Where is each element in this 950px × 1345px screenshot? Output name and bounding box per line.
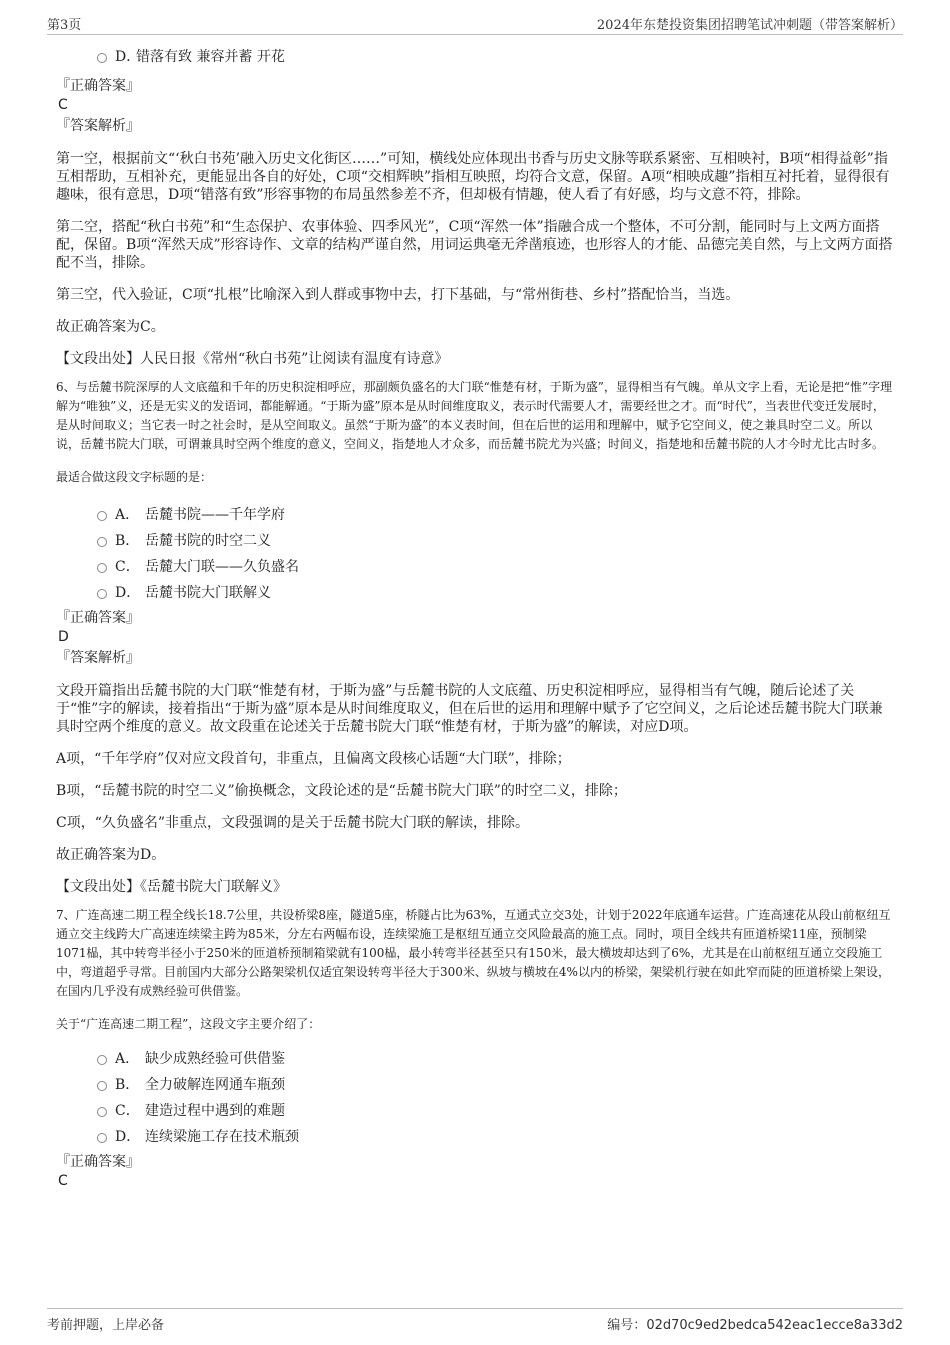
analysis-paragraph: 文段开篇指出岳麓书院的大门联“惟楚有材，于斯为盛”与岳麓书院的人文底蕴、历史积淀相呼应，显得相当有气魄，随后论述了关于“惟”字的解读，接着指出“于斯为盛”原本是从时间维度取义，但在后世的运用和理解中赋予了它空间义，之后论述岳麓书院大门联兼具时空两个维度的意义。故文段重在论述关于岳麓书院大门联“惟楚有材，于斯为盛”的解读，对应D项。: [56, 683, 883, 735]
question-prompt: 关于“广连高速二期工程”，这段文字主要介绍了：: [56, 1017, 321, 1031]
q6-option-b[interactable]: [56, 528, 896, 554]
document-title: 2024年东楚投资集团招聘笔试冲刺题（带答案解析）: [596, 18, 903, 33]
analysis-conclusion: 故正确答案为D。: [56, 847, 166, 863]
answer-tag: 『正确答案』: [56, 78, 140, 94]
radio-button[interactable]: [97, 537, 107, 547]
answer-tag: 『正确答案』: [56, 610, 140, 626]
q7-option-a[interactable]: [56, 1046, 896, 1072]
option-label: B．: [115, 533, 140, 549]
option-text: 岳麓书院——千年学府: [145, 507, 285, 523]
q7-options: [56, 1046, 896, 1150]
analysis-paragraph: C项，“久负盛名”非重点，文段强调的是关于岳麓书院大门联的解读，排除。: [56, 815, 530, 831]
correct-answer: C: [58, 97, 68, 113]
page-number: 第3页: [47, 18, 82, 33]
q6-option-d[interactable]: [56, 580, 896, 606]
option-text: 岳麓书院的时空二义: [145, 533, 271, 549]
footer-slogan: 考前押题，上岸必备: [47, 1318, 165, 1333]
option-label: B．: [115, 1077, 140, 1093]
option-label: C．: [115, 559, 140, 575]
correct-answer: D: [58, 629, 69, 645]
radio-button[interactable]: [97, 1081, 107, 1091]
q6-options: [56, 502, 896, 606]
radio-button[interactable]: [97, 1107, 107, 1117]
q6-option-a[interactable]: [56, 502, 896, 528]
question-stem: 6、与岳麓书院深厚的人文底蕴和千年的历史积淀相呼应，那副颇负盛名的大门联“惟楚有材，于斯为盛”，显得相当有气魄。单从文字上看，无论是把“惟”字理解为“唯独”义，还是无实义的发语词，都能解通。“于斯为盛”原本是从时间维度取义，表示时代需要人才，需要经世之才。而“时代”，当表世代变迁发展时，是从时间取义；当它表一时之社会时，是从空间取义。虽然“于斯为盛”的本义表时间，但在后世的运用和理解中，赋予它空间义，使之兼具时空二义。所以说，岳麓书院大门联，可谓兼具时空两个维度的意义，空间义，指楚地人才众多，而岳麓书院尤为兴盛；时间义，指楚地和岳麓书院的人才今时尤比古时多。: [56, 380, 893, 451]
option-text: 全力破解连网通车瓶颈: [145, 1077, 285, 1093]
analysis-paragraph: 第一空，根据前文“‘秋白书苑’融入历史文化街区……”可知，横线处应体现出书香与历史文脉等联系紧密、互相映衬，B项“相得益彰”指互相帮助，互相补充，更能显出各自的好处，C项“交相辉映”指相互映照，均符合文意，保留。A项“相映成趣”指相互衬托着，显得很有趣味，很有意思，D项“错落有致”形容事物的布局虽然参差不齐，但却极有情趣，使人看了有好感，均与文意不符，排除。: [56, 151, 890, 203]
page-content: [56, 46, 896, 1190]
radio-button[interactable]: [97, 53, 107, 63]
option-label: A．: [115, 1051, 140, 1067]
analysis-paragraph: A项，“千年学府”仅对应文段首句，非重点，且偏离文段核心话题“大门联”，排除；: [56, 751, 571, 767]
option-text: 连续梁施工存在技术瓶颈: [145, 1129, 299, 1145]
option-text: 建造过程中遇到的难题: [145, 1103, 285, 1119]
question-prompt: 最适合做这段文字标题的是：: [56, 470, 213, 484]
q7-option-b[interactable]: [56, 1072, 896, 1098]
analysis-tag: 『答案解析』: [56, 118, 140, 134]
q5-option-d[interactable]: [56, 44, 896, 70]
source-citation: 【文段出处】《岳麓书院大门联解义》: [56, 879, 287, 895]
q6-option-c[interactable]: [56, 554, 896, 580]
option-text: 岳麓书院大门联解义: [145, 585, 271, 601]
q7-option-c[interactable]: [56, 1098, 896, 1124]
analysis-paragraph: B项，“岳麓书院的时空二义”偷换概念，文段论述的是“岳麓书院大门联”的时空二义，排除；: [56, 783, 627, 799]
analysis-paragraph: 第三空，代入验证，C项“扎根”比喻深入到人群或事物中去，打下基础，与“常州街巷、乡村”搭配恰当，当选。: [56, 287, 740, 303]
radio-button[interactable]: [97, 511, 107, 521]
option-label: D．: [115, 1129, 141, 1145]
option-label: D．: [115, 49, 141, 65]
question-stem: 7、广连高速二期工程全线长18.7公里，共设桥梁8座，隧道5座，桥隧占比为63%，互通式立交3处，计划于2022年底通车运营。广连高速花从段山前枢纽互通立交主线跨大广高速连续梁主跨为85米，分左右两幅布设，连续梁施工是枢纽互通立交风险最高的施工点。同时，项目全线共有匝道桥梁11座，预制梁1071榀，其中转弯半径小于250米的匝道桥预制箱梁就有100榀，最小转弯半径甚至只有150米，最大横坡却达到了6%，尤其是在山前枢纽互通立交段施工中，弯道超乎寻常。目前国内大部分公路架梁机仅适宜架设转弯半径大于300米、纵坡与横坡在4%以内的桥梁，架梁机行驶在如此窄而陡的匝道桥梁上架设，在国内几乎没有成熟经验可供借鉴。: [56, 908, 891, 998]
radio-button[interactable]: [97, 563, 107, 573]
analysis-tag: 『答案解析』: [56, 650, 140, 666]
code-label: 编号：: [607, 1318, 647, 1333]
radio-button[interactable]: [97, 589, 107, 599]
page-footer: [47, 1308, 903, 1333]
radio-button[interactable]: [97, 1055, 107, 1065]
option-label: A．: [115, 507, 140, 523]
option-label: D．: [115, 585, 141, 601]
q7-option-d[interactable]: [56, 1124, 896, 1150]
answer-tag: 『正确答案』: [56, 1154, 140, 1170]
analysis-paragraph: 第二空，搭配“秋白书苑”和“生态保护、农事体验、四季风光”，C项“浑然一体”指融合成一个整体，不可分割，能同时与上文两方面搭配，保留。B项“浑然天成”形容诗作、文章的结构严谨自然，用词运典毫无斧凿痕迹，也形容人的才能、品德完美自然，与上文两方面搭配不当，排除。: [56, 219, 893, 271]
document-code: [607, 1314, 903, 1333]
option-text: 岳麓大门联——久负盛名: [145, 559, 299, 575]
option-text: 错落有致 兼容并蓄 开花: [136, 49, 285, 65]
analysis-conclusion: 故正确答案为C。: [56, 319, 165, 335]
page-header: [47, 14, 903, 35]
code-value: 02d70c9ed2bedca542eac1ecce8a33d2: [646, 1318, 903, 1333]
option-text: 缺少成熟经验可供借鉴: [145, 1051, 285, 1067]
option-label: C．: [115, 1103, 140, 1119]
correct-answer: C: [58, 1173, 68, 1189]
source-citation: 【文段出处】人民日报《常州“秋白书苑”让阅读有温度有诗意》: [56, 351, 449, 367]
radio-button[interactable]: [97, 1133, 107, 1143]
